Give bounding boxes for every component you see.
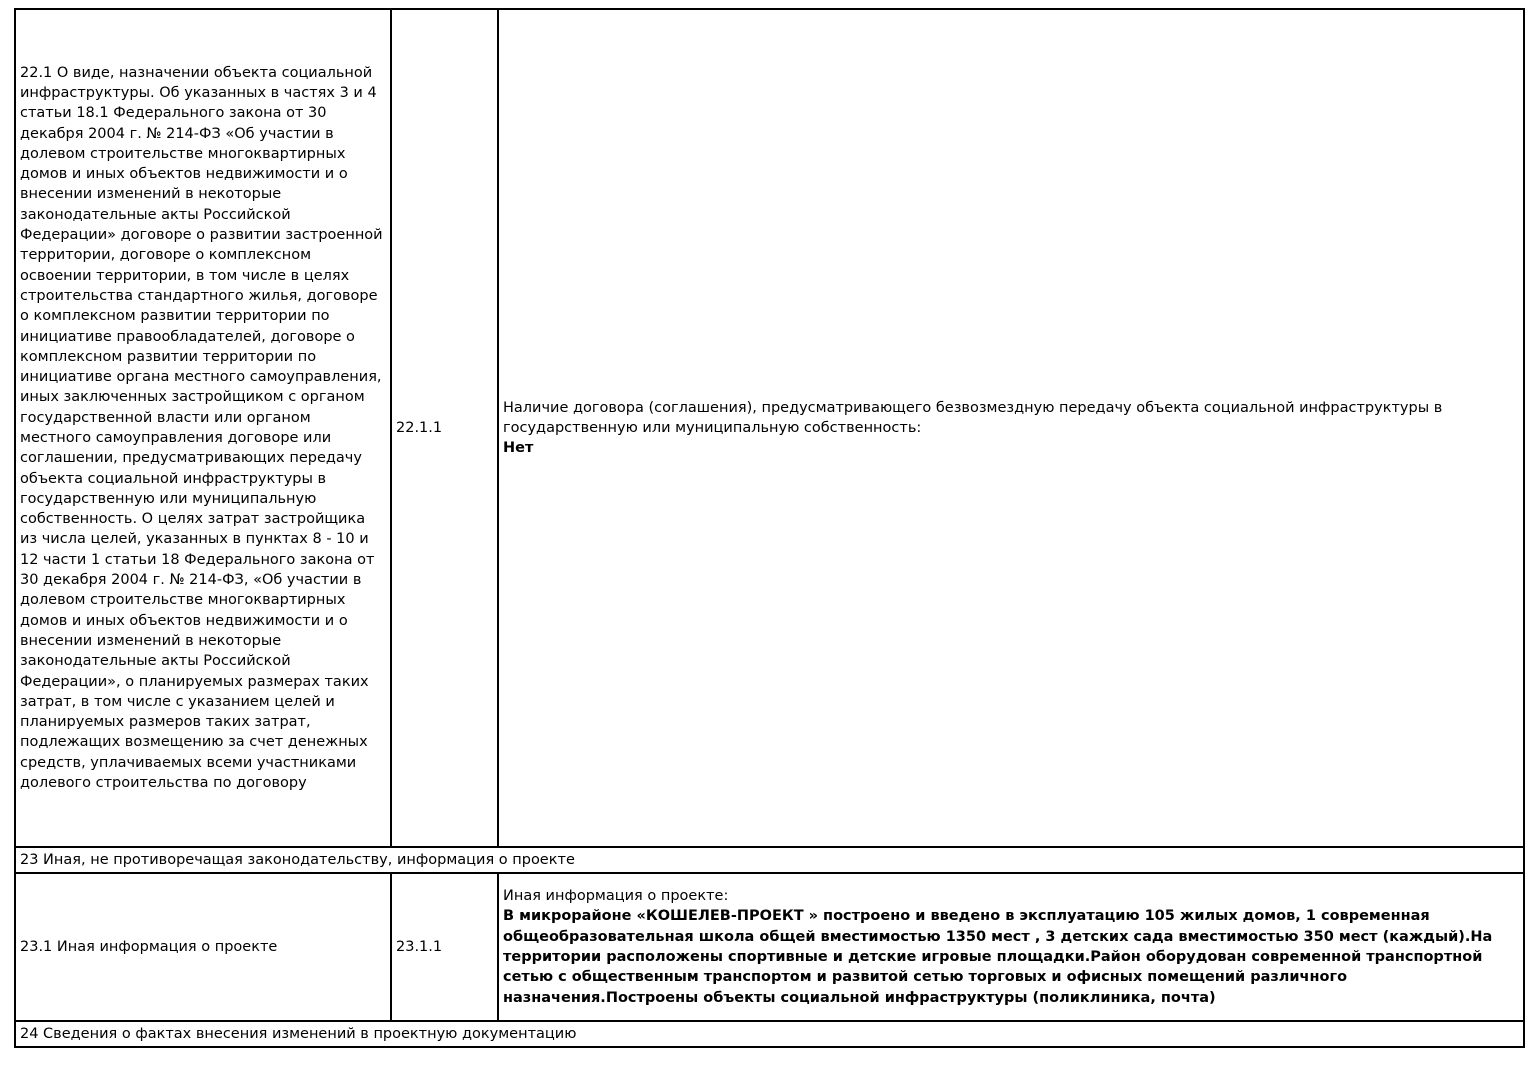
other-info-label: Иная информация о проекте: — [503, 888, 729, 905]
item-code-23-1-1: 23.1.1 — [391, 873, 498, 1021]
item-value-22-1-1 — [498, 9, 1524, 847]
item-value-23-1-1 — [498, 873, 1524, 1021]
section-24-header: 24 Сведения о фактах внесения изменений в проектную документацию — [15, 1021, 1524, 1047]
table-row-24-header — [15, 1021, 1524, 1047]
section-23-1-description: 23.1 Иная информация о проекте — [15, 873, 391, 1021]
table-row-23-1 — [15, 873, 1524, 1021]
table-row-22-1 — [15, 9, 1524, 847]
item-code-22-1-1: 22.1.1 — [391, 9, 498, 847]
agreement-presence-label: Наличие договора (соглашения), предусматривающего безвозмездную передачу объекта социальной инфраструктуры в государственную или муниципальную собственность: — [503, 399, 1443, 436]
project-declaration-table — [14, 8, 1525, 1048]
table-row-23-header — [15, 847, 1524, 873]
agreement-presence-answer: Нет — [503, 440, 534, 457]
section-22-1-description: 22.1 О виде, назначении объекта социальной инфраструктуры. Об указанных в частях 3 и 4 статьи 18.1 Федерального закона от 30 декабря 2004 г. № 214-ФЗ «Об участии в долевом строительстве многоквартирных домов и иных объектов недвижимости и о внесении изменений в некоторые законодательные акты Российской Федерации» договоре о развитии застроенной территории, договоре о комплексном освоении территории, в том числе в целях строительства стандартного жилья, договоре о комплексном развитии территории по инициативе правообладателей, договоре о комплексном развитии территории по инициативе органа местного самоуправления, иных заключенных застройщиком с органом государственной власти или органом местного самоуправления договоре или соглашении, предусматривающих передачу объекта социальной инфраструктуры в государственную или муниципальную собственность. О целях затрат застройщика из числа целей, указанных в пунктах 8 - 10 и 12 части 1 статьи 18 Федерального закона от 30 декабря 2004 г. № 214-ФЗ, «Об участии в долевом строительстве многоквартирных домов и иных объектов недвижимости и о внесении изменений в некоторые законодательные акты Российской Федерации», о планируемых размерах таких затрат, в том числе с указанием целей и планируемых размеров таких затрат, подлежащих возмещению за счет денежных средств, уплачиваемых всеми участниками долевого строительства по договору — [15, 9, 391, 847]
section-23-header: 23 Иная, не противоречащая законодательству, информация о проекте — [15, 847, 1524, 873]
other-info-text: В микрорайоне «КОШЕЛЕВ-ПРОЕКТ » построено и введено в эксплуатацию 105 жилых домов, 1 современная общеобразовательная школа общей вместимостью 1350 мест , 3 детских сада вместимостью 350 мест (каждый).На территории расположены спортивные и детские игровые площадки.Район оборудован современной транспортной сетью с общественным транспортом и развитой сетью торговых и офисных помещений различного назначения.Построены объекты социальной инфраструктуры (поликлиника, почта) — [503, 908, 1493, 1006]
